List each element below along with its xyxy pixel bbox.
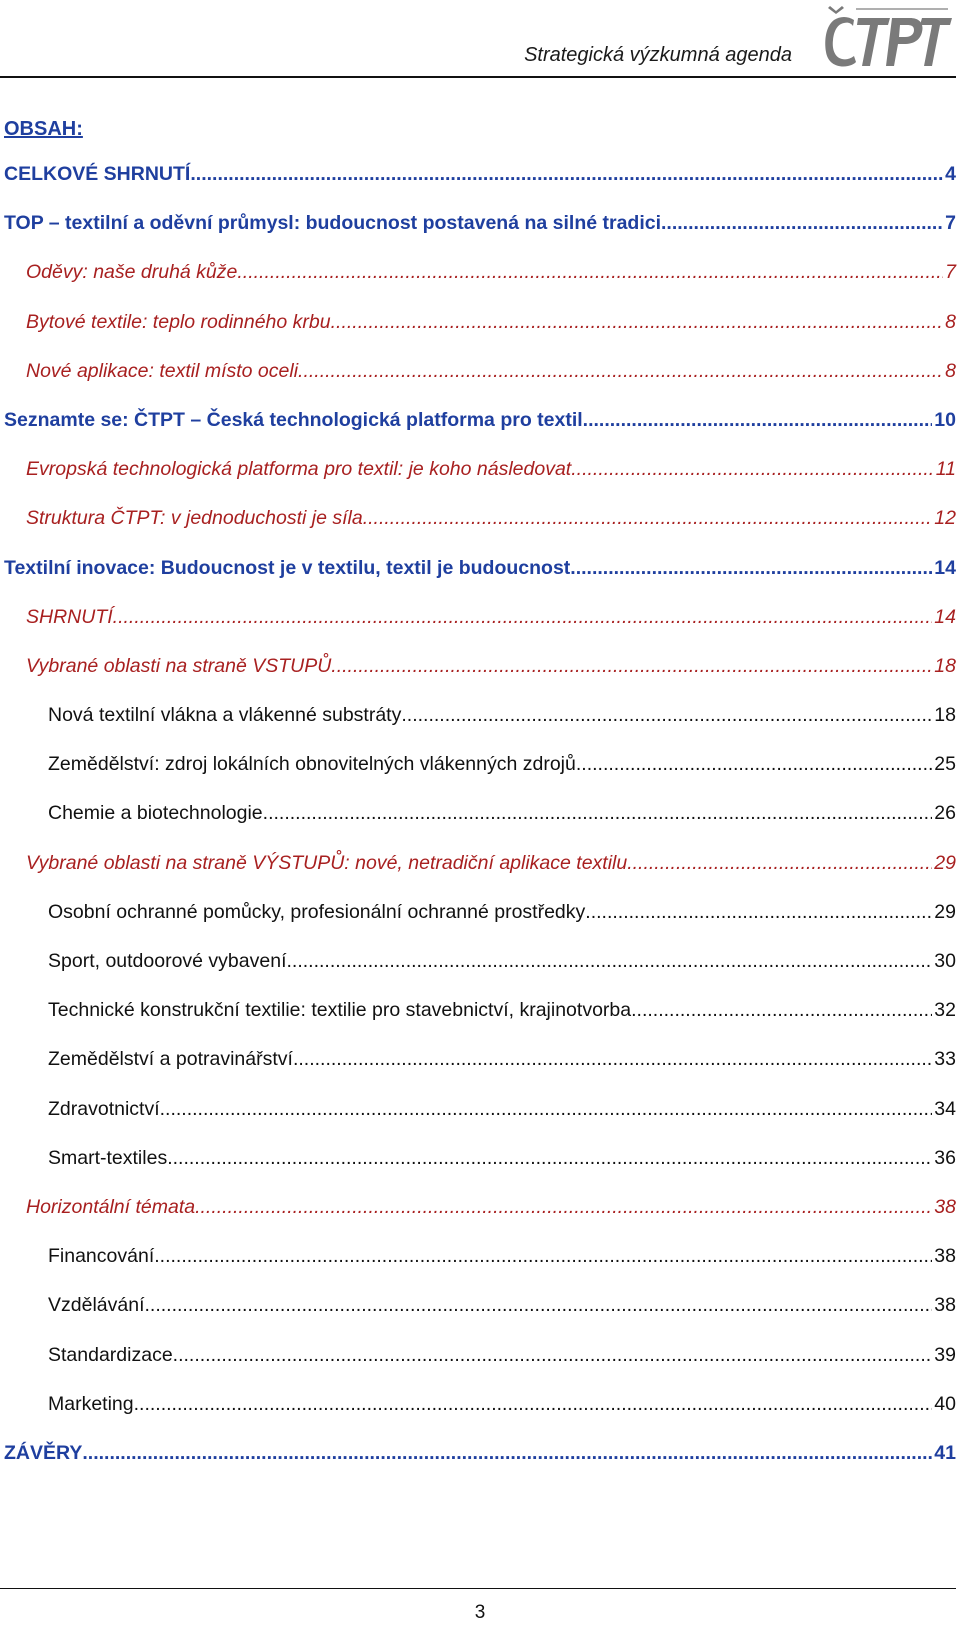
toc-entry-page: 11 — [935, 458, 956, 481]
toc-entry-label: Zdravotnictví — [48, 1097, 160, 1120]
table-of-contents — [0, 152, 956, 1480]
toc-entry-label: Technické konstrukční textilie: textilie pro stavebnictví, krajinotvorba — [48, 999, 632, 1022]
toc-dot-leader — [160, 1097, 933, 1121]
toc-dot-leader — [144, 1293, 932, 1317]
toc-entry-page: 12 — [934, 507, 956, 530]
toc-entry[interactable] — [0, 791, 956, 840]
toc-entry-page: 29 — [934, 851, 956, 874]
toc-entry[interactable] — [0, 398, 956, 447]
toc-entry-label: Financování — [48, 1245, 155, 1268]
toc-entry-label: CELKOVÉ SHRNUTÍ — [4, 163, 191, 185]
toc-dot-leader — [237, 260, 943, 284]
toc-entry-label: Evropská technologická platforma pro textil: je koho následovat — [26, 458, 572, 481]
toc-entry[interactable] — [0, 1283, 956, 1332]
toc-entry[interactable] — [0, 1382, 956, 1431]
toc-entry[interactable] — [0, 742, 956, 791]
toc-entry-page: 14 — [934, 605, 956, 628]
toc-entry[interactable] — [0, 349, 956, 398]
toc-entry-page: 26 — [934, 802, 956, 825]
toc-entry-label: Vybrané oblasti na straně VSTUPŮ — [26, 654, 332, 677]
toc-dot-leader — [287, 949, 933, 973]
toc-dot-leader — [154, 1244, 932, 1268]
toc-heading: OBSAH: — [4, 118, 83, 140]
toc-dot-leader — [585, 900, 932, 924]
toc-entry[interactable] — [0, 1087, 956, 1136]
toc-dot-leader — [82, 1441, 932, 1465]
page-number: 3 — [474, 1602, 486, 1623]
ctpt-logo — [818, 2, 954, 74]
toc-entry-label: Oděvy: naše druhá kůže — [26, 261, 238, 284]
toc-dot-leader — [298, 359, 943, 383]
toc-entry-page: 7 — [945, 212, 956, 235]
toc-entry-page: 38 — [934, 1294, 956, 1317]
toc-entry-page: 36 — [934, 1146, 956, 1169]
toc-entry[interactable] — [0, 1431, 956, 1480]
toc-entry[interactable] — [0, 644, 956, 693]
toc-entry-label: Sport, outdoorové vybavení — [48, 950, 287, 972]
toc-entry[interactable] — [0, 447, 956, 496]
toc-dot-leader — [195, 1195, 932, 1219]
toc-dot-leader — [661, 211, 943, 235]
toc-dot-leader — [401, 703, 932, 727]
toc-entry-label: SHRNUTÍ — [26, 605, 113, 628]
toc-dot-leader — [576, 752, 932, 776]
toc-entry-label: Seznamte se: ČTPT – Česká technologická platforma pro textil — [4, 408, 583, 431]
toc-dot-leader — [571, 457, 934, 481]
toc-dot-leader — [263, 801, 933, 825]
toc-entry-page: 4 — [945, 163, 956, 185]
toc-entry[interactable] — [0, 1037, 956, 1086]
toc-entry-label: Chemie a biotechnologie — [48, 802, 263, 825]
header-title: Strategická výzkumná agenda — [524, 44, 792, 66]
toc-entry-page: 38 — [934, 1195, 956, 1218]
toc-entry-label: Marketing — [48, 1392, 134, 1415]
toc-entry[interactable] — [0, 152, 956, 201]
toc-entry-label: TOP – textilní a oděvní průmysl: budoucnost postavená na silné tradici — [4, 212, 662, 235]
toc-entry[interactable] — [0, 1136, 956, 1185]
toc-entry[interactable] — [0, 201, 956, 250]
toc-entry-page: 8 — [945, 359, 956, 382]
toc-entry[interactable] — [0, 841, 956, 890]
toc-entry-page: 7 — [945, 261, 956, 284]
toc-entry-page: 14 — [934, 556, 956, 579]
toc-entry[interactable] — [0, 250, 956, 299]
toc-entry[interactable] — [0, 1185, 956, 1234]
toc-entry-label: ZÁVĚRY — [4, 1441, 83, 1464]
toc-entry-page: 18 — [934, 704, 956, 727]
toc-dot-leader — [570, 556, 932, 580]
toc-entry-page: 25 — [934, 753, 956, 776]
toc-entry[interactable] — [0, 988, 956, 1037]
toc-entry[interactable] — [0, 546, 956, 595]
toc-entry-label: Smart-textiles — [48, 1146, 168, 1169]
toc-dot-leader — [631, 998, 932, 1022]
toc-entry-label: Vybrané oblasti na straně VÝSTUPŮ: nové, netradiční aplikace textilu — [26, 851, 628, 874]
toc-entry-page: 29 — [934, 900, 956, 923]
toc-entry-page: 38 — [934, 1245, 956, 1268]
toc-entry-label: Standardizace — [48, 1343, 173, 1366]
toc-dot-leader — [331, 654, 932, 678]
toc-entry-page: 18 — [934, 654, 956, 677]
toc-entry-page: 32 — [934, 999, 956, 1022]
footer-rule — [0, 1588, 956, 1589]
toc-entry[interactable] — [0, 496, 956, 545]
toc-entry[interactable] — [0, 1333, 956, 1382]
toc-entry-page: 41 — [934, 1441, 956, 1464]
toc-entry-page: 34 — [934, 1097, 956, 1120]
toc-entry-label: Textilní inovace: Budoucnost je v textilu, textil je budoucnost — [4, 556, 571, 579]
toc-dot-leader — [173, 1343, 933, 1367]
toc-entry-page: 33 — [934, 1048, 956, 1071]
toc-dot-leader — [167, 1146, 932, 1170]
page-header — [0, 0, 960, 80]
toc-entry-label: Osobní ochranné pomůcky, profesionální ochranné prostředky — [48, 900, 586, 923]
toc-dot-leader — [293, 1047, 932, 1071]
toc-entry-page: 10 — [934, 408, 956, 431]
toc-entry[interactable] — [0, 939, 956, 988]
toc-entry-label: Zemědělství: zdroj lokálních obnovitelných vlákenných zdrojů — [48, 753, 576, 776]
toc-entry-label: Nová textilní vlákna a vlákenné substráty — [48, 704, 402, 727]
toc-dot-leader — [363, 506, 933, 530]
toc-entry-label: Vzdělávání — [48, 1294, 145, 1317]
toc-dot-leader — [113, 605, 933, 629]
toc-entry[interactable] — [0, 595, 956, 644]
toc-entry-page: 39 — [934, 1343, 956, 1366]
toc-dot-leader — [331, 310, 944, 334]
toc-entry-label: Struktura ČTPT: v jednoduchosti je síla — [26, 507, 363, 530]
toc-dot-leader — [190, 162, 943, 186]
toc-entry-label: Horizontální témata — [26, 1195, 196, 1218]
toc-entry-label: Nové aplikace: textil místo oceli — [26, 359, 299, 382]
toc-dot-leader — [134, 1392, 933, 1416]
toc-entry-label: Bytové textile: teplo rodinného krbu — [26, 310, 331, 333]
toc-entry-page: 30 — [934, 950, 956, 972]
toc-entry-label: Zemědělství a potravinářství — [48, 1048, 293, 1071]
toc-dot-leader — [627, 851, 932, 875]
toc-entry-page: 40 — [934, 1392, 956, 1415]
toc-dot-leader — [583, 408, 933, 432]
toc-entry[interactable] — [0, 300, 956, 349]
toc-entry[interactable] — [0, 693, 956, 742]
header-rule — [0, 76, 956, 78]
toc-entry[interactable] — [0, 1234, 956, 1283]
toc-entry[interactable] — [0, 890, 956, 939]
toc-entry-page: 8 — [945, 310, 956, 333]
